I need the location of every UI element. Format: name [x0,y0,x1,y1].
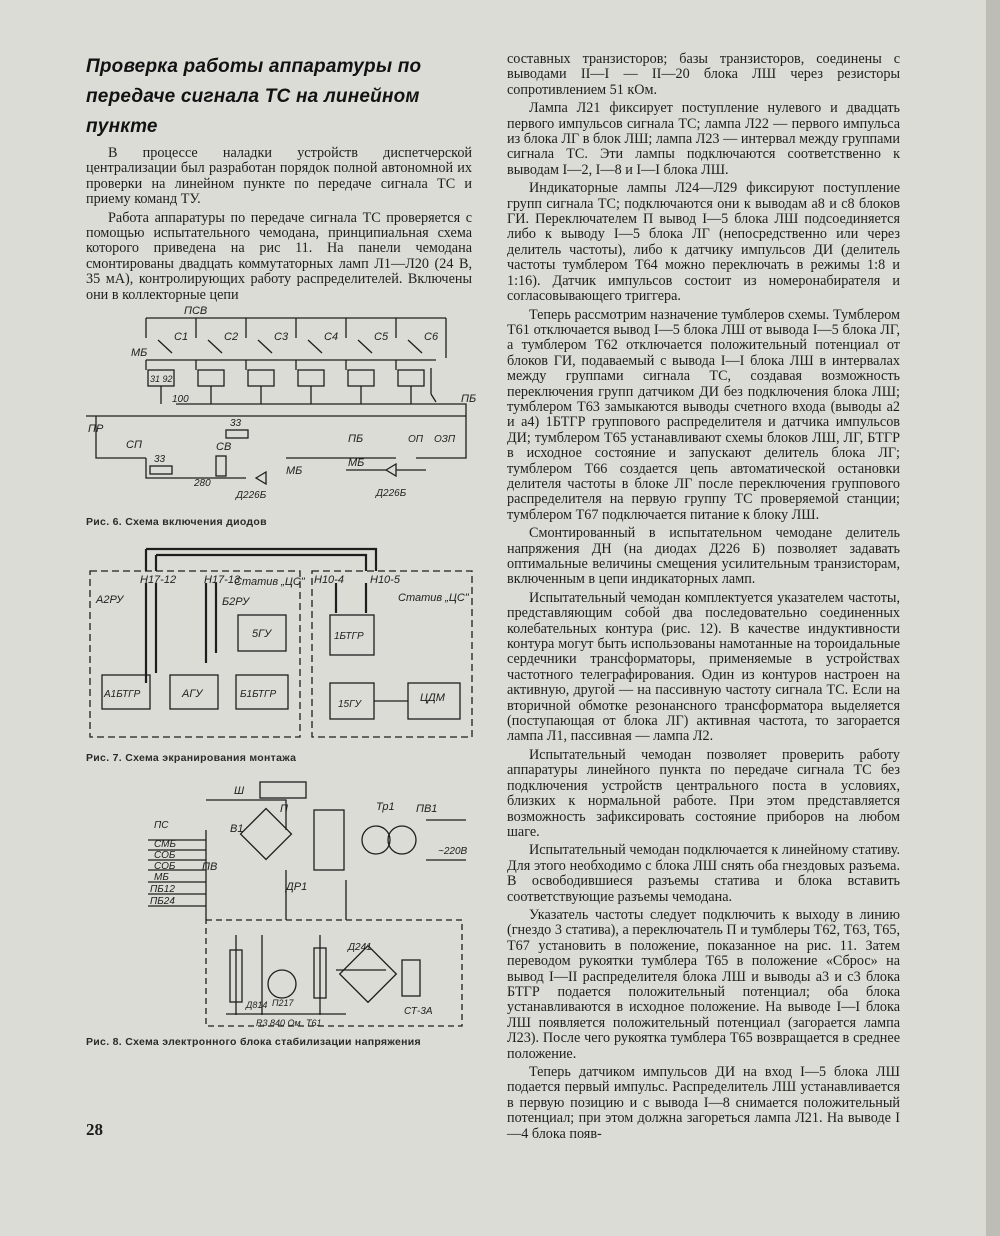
right-paragraph: составных транзисторов; базы транзисторов, соединены с выводами II—I — II—20 блока ЛШ через резисторы сопротивлением 51 кОм. [507,51,900,98]
fig8-label-220: ~220В [438,846,468,857]
fig7-label-a1btgr: А1БТГР [104,689,141,700]
fig8-label-t61: Т61 [306,1018,322,1028]
fig8-transformer-coil-1 [362,826,390,854]
fig6-label-r33b: 33 [154,454,166,465]
fig7-shield-cable [146,549,376,571]
figure-6-diode-circuit [86,298,476,506]
figure-7-shielding-diagram [86,543,476,743]
fig6-label-c2: С2 [224,331,239,343]
fig6-label-terms: 31 92 [150,374,173,384]
fig8-label-r3: R3 840 Ом [256,1018,301,1028]
fig6-label-diode: Д226Б [236,490,267,501]
fig8-label-sh: Ш [234,785,245,797]
fig8-shunt [260,782,306,798]
fig8-label-mb: МБ [154,872,169,883]
fig8-label-pb24: ПБ24 [150,896,175,907]
fig6-resistor-33b [150,466,172,474]
fig6-label-r280: 280 [194,478,211,489]
right-paragraph: Испытательный чемодан позволяет проверить работу аппаратуры линейного пункта по передаче сигнала ТС без подключения устройств центрального поста в условиях, близких к нормальной работе. При этом представляется возможность зафиксировать состояние приборов на любом шаге. [507,746,900,840]
right-paragraph: Индикаторные лампы Л24—Л29 фиксируют поступление групп сигнала ТС; подключаются они к выводам а8 и с8 блоков ГИ. Переключателем П вывод I—5 блока ЛШ подсоединяется либо к выводу I—5 блока ЛГ (непосредственно или через делитель частоты), либо к датчику импульсов ДИ (делитель частоты тумблером Т64 можно переключать в режимы 1:8 и 1:16). Датчик импульсов состоит из номеронабирателя и согласовывающего триггера. [507,180,900,305]
fig8-label-v1: В1 [230,823,244,835]
fig7-label-cdm: ЦДМ [420,692,445,704]
fig8-label-pv1: ПВ1 [416,803,438,815]
fig8-label-tr1: Тр1 [376,801,395,813]
right-column-text [507,52,900,1145]
page-edge [986,0,1000,1236]
fig6-wiring [86,416,466,478]
fig7-label-1btgr: 1БТГР [334,631,364,642]
fig6-label-ozp: ОЗП [434,434,456,445]
fig8-label-d241: Д241 [348,942,372,953]
fig8-label-sob: СОБ [154,850,176,861]
fig7-label-b1btgr: Б1БТГР [240,689,277,700]
fig6-label-c1: С1 [174,331,189,343]
fig6-label-op: ОП [408,434,424,445]
fig8-label-dr1: ДР1 [286,881,308,893]
fig6-label-sv: СВ [216,441,232,453]
figure-8-caption: Рис. 8. Схема электронного блока стабилизации напряжения [86,1036,421,1048]
article-heading: Проверка работы аппаратуры по передаче сигнала ТС на линейном пункте [86,56,422,137]
right-paragraph: Указатель частоты следует подключить к выходу в линию (гнездо 3 статива), а переключатель П и тумблеры Т62, Т63, Т65, Т67 установить в положение, показанное на рис. 11. Затем переводом рукоятки тумблера Т65 в положение «Сброс» на вывод I—II распределителя блока ЛШ и выводы а3 и с3 блока БТГР подается положительный потенциал; оба блока устанавливаются в исходное положение. На выводе I—I блока ЛШ появляется положительный потенциал (загорается лампа Л23). После чего рукоятка тумблера Т65 возвращается в среднее положение. [507,906,900,1062]
fig8-label-p217: П217 [272,998,294,1008]
right-paragraph: Смонтированный в испытательном чемодане делитель напряжения ДН (на диодах Д226 Б) позволяет задавать оптимальные величины смещения усилительным транзисторам, включенным в цепи индикаторных ламп. [507,525,900,588]
fig8-choke [314,810,344,870]
fig6-label-pr: ПР [88,423,104,435]
fig6-label-mb2: МБ [286,465,303,477]
fig7-label-agu: АГУ [182,688,203,700]
fig7-label-a2ru: А2РУ [96,594,124,606]
fig8-label-pv: ПВ [202,861,218,873]
right-paragraph: Теперь датчиком импульсов ДИ на вход I—5 блока ЛШ подается первый импульс. Распределитель ЛШ устанавливается в первую позицию и с вывода I—8 снимается положительный потенциал; при этом должна загореться лампа Л21. На выводе I—4 блока появ- [507,1064,900,1142]
fig8-transistor-p217 [268,970,296,998]
fig6-label-r100: 100 [172,394,189,405]
fig6-label-r33: 33 [230,418,242,429]
fig6-label-diode-2: Д226Б [376,488,407,499]
left-column-text [86,146,472,306]
figure-6-caption: Рис. 6. Схема включения диодов [86,516,267,528]
fig6-label-c5: С5 [374,331,389,343]
fig7-label-stat1: Статив „ЦС" [234,576,305,588]
fig8-label-st3a: СТ-3А [404,1006,433,1017]
left-paragraph: В процессе наладки устройств диспетчерской централизации был разработан порядок полной автономной их проверки на линейном пункте по передаче сигнала ТС и приему команд ТУ. [86,145,472,208]
fig6-label-c6: С6 [424,331,439,343]
relay-contact-group [146,318,466,416]
right-paragraph: Теперь рассмотрим назначение тумблеров схемы. Тумблером Т61 отключается вывод I—5 блока ЛШ от вывода I—5 блока ЛГ, а тумблером Т62 отключается положительный потенциал от блоков ГИ, подаваемый с вывода I—I блока ЛШ в интервалах между группами сигнала ТС, создавая возможность переключения групп датчиком ДИ без подключения блока ЛШ; тумблером Т63 замыкаются выводы счетного входа (выводы а2 и а4) 1БТГР группового распределителя и датчика импульсов ДИ; тумблером Т65 устанавливают схемы блоков ЛШ, ЛГ, БТГР в исходное состояние и запускают делитель блока ЛГ; тумблером Т66 создается цепь автоматической остановки делителя частоты в блоке ЛГ после переключения группового распределителя на первую группу ТС проверяемой станции; тумблером Т67 подключается питание к блоку ЛШ. [507,306,900,523]
figure-7-caption: Рис. 7. Схема экранирования монтажа [86,752,297,764]
fig8-label-ps: ПС [154,820,169,831]
fig8-transformer-st3a [402,960,420,996]
fig8-label-p: П [280,803,288,815]
figure-8-stabilizer-circuit [86,770,476,1030]
fig6-label-sp: СП [126,439,142,451]
fig8-label-pb12: ПБ12 [150,884,175,895]
fig7-label-b2ru: Б2РУ [222,596,250,608]
fig6-label-mb: МБ [131,347,148,359]
fig7-label-stat2: Статив „ЦС" [398,592,469,604]
fig6-diode [256,472,266,484]
fig6-label-mb3: МБ [348,457,365,469]
fig6-resistor-33 [226,430,248,438]
fig8-rectifier-d241 [340,946,397,1003]
left-paragraph: Работа аппаратуры по передаче сигнала ТС проверяется с помощью испытательного чемодана, принципиальная схема которого приведена на рис 11. На панели чемодана смонтированы двадцать коммутаторных ламп Л1—Л20 (24 В, 35 мА), контролирующих работу распределителей. Включены они в коллекторные цепи [86,209,472,303]
fig7-label-15gu: 15ГУ [338,699,361,710]
fig7-label-n4: Н10-5 [370,574,400,586]
fig6-label-pb2: ПБ [461,393,476,405]
right-paragraph: Испытательный чемодан подключается к линейному стативу. Для этого необходимо с блока ЛШ снять оба гнездовых разъема. В освободившиеся разъемы статива и блока вставить соответствующие разъемы чемодана. [507,842,900,905]
fig6-label-c3: С3 [274,331,289,343]
fig7-label-5gu: 5ГУ [252,628,272,640]
fig8-label-sob2: СОБ [154,861,176,872]
right-paragraph: Испытательный чемодан комплектуется указателем частоты, представляющим собой два последовательно соединенных колебательных контура (рис. 12). В качестве индуктивности контура могут быть использованы намотанные на тороидальные сердечники трансформаторы, применяемые в устройствах частотного телеграфирования. Один из контуров настроен на активную, другой — на пассивную частоту сигнала ТС. Если на вторичной обмотке резонансного трансформатора выделяется (поступающая от блока ЛГ) активная частота, то загорается лампа Л1, пассивная — лампа Л2. [507,589,900,745]
fig6-label-pb: ПБ [348,433,364,445]
fig8-bridge-rectifier [241,809,292,860]
fig6-label-c4: С4 [324,331,339,343]
fig6-relay-sv [216,456,226,476]
fig7-label-n3: Н10-4 [314,574,344,586]
fig6-label-psv: ПСВ [184,305,208,317]
fig7-label-n1: Н17-12 [140,574,177,586]
fig8-label-d814: Д814 [246,1000,268,1010]
right-paragraph: Лампа Л21 фиксирует поступление нулевого и двадцать первого импульсов сигнала ТС; лампа Л22 — первого импульса из блока ЛГ в блок ЛШ; лампа Л23 — интервал между группами сигнала ТС. Эти лампы подключаются соответственно к выводам I—2, I—8 и I—I блока ЛШ. [507,100,900,178]
fig8-label-smb: СМБ [154,839,176,850]
page-number: 28 [86,1120,103,1139]
fig8-transformer-coil-2 [388,826,416,854]
fig7-label-n2: Н17-13 [204,574,241,586]
